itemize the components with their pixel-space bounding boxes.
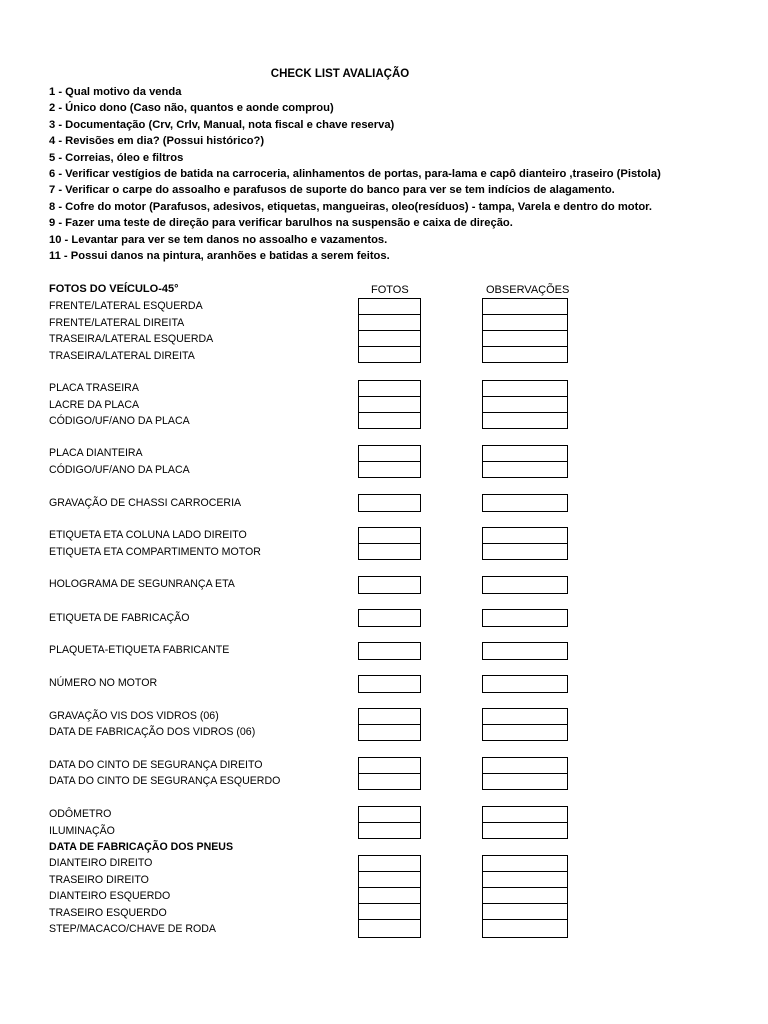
question-7: 7 - Verificar o carpe do assoalho e parafusos de suporte do banco para ver se tem indícios de alagamento.	[49, 184, 615, 196]
item-label: PLACA DIANTEIRA	[49, 447, 143, 459]
item-label: ODÔMETRO	[49, 808, 112, 820]
fotos-field[interactable]	[358, 903, 421, 920]
observacoes-field[interactable]	[482, 461, 568, 478]
fotos-field[interactable]	[358, 609, 421, 627]
observacoes-field[interactable]	[482, 298, 568, 315]
item-label: ILUMINAÇÃO	[49, 825, 115, 837]
observacoes-field[interactable]	[482, 576, 568, 594]
item-label: GRAVAÇÃO DE CHASSI CARROCERIA	[49, 497, 242, 509]
fotos-field[interactable]	[358, 675, 421, 693]
item-label: TRASEIRA/LATERAL ESQUERDA	[49, 333, 214, 345]
item-label: LACRE DA PLACA	[49, 399, 140, 411]
item-label: DATA DE FABRICAÇÃO DOS VIDROS (06)	[49, 726, 256, 738]
question-6: 6 - Verificar vestígios de batida na carroceria, alinhamentos de portas, para-lama e capô dianteiro ,traseiro (Pistola)	[49, 168, 661, 180]
fotos-field[interactable]	[358, 871, 421, 888]
question-3: 3 - Documentação (Crv, Crlv, Manual, nota fiscal e chave reserva)	[49, 119, 395, 131]
observacoes-field[interactable]	[482, 642, 568, 660]
observacoes-field[interactable]	[482, 330, 568, 347]
fotos-field[interactable]	[358, 314, 421, 331]
page-title: CHECK LIST AVALIAÇÃO	[270, 68, 410, 80]
fotos-field[interactable]	[358, 822, 421, 839]
question-9: 9 - Fazer uma teste de direção para verificar barulhos na suspensão e caixa de direção.	[49, 217, 513, 229]
observacoes-field[interactable]	[482, 724, 568, 741]
item-label: CÓDIGO/UF/ANO DA PLACA	[49, 464, 190, 476]
observacoes-field[interactable]	[482, 871, 568, 888]
fotos-field[interactable]	[358, 396, 421, 413]
observacoes-field[interactable]	[482, 773, 568, 790]
item-label: HOLOGRAMA DE SEGUNRANÇA ETA	[49, 578, 235, 590]
observacoes-field[interactable]	[482, 757, 568, 774]
fotos-field[interactable]	[358, 576, 421, 594]
observacoes-field[interactable]	[482, 412, 568, 429]
item-label: DIANTEIRO DIREITO	[49, 857, 153, 869]
item-label: DIANTEIRO ESQUERDO	[49, 890, 171, 902]
fotos-field[interactable]	[358, 330, 421, 347]
item-label-tires-header: DATA DE FABRICAÇÃO DOS PNEUS	[49, 841, 234, 853]
fotos-field[interactable]	[358, 919, 421, 938]
observacoes-field[interactable]	[482, 903, 568, 920]
item-label: FRENTE/LATERAL ESQUERDA	[49, 300, 203, 312]
fotos-field[interactable]	[358, 445, 421, 462]
observacoes-field[interactable]	[482, 346, 568, 363]
question-8: 8 - Cofre do motor (Parafusos, adesivos, etiquetas, mangueiras, oleo(resíduos) - tampa, Varela e dentro do motor.	[49, 201, 653, 213]
observacoes-field[interactable]	[482, 445, 568, 462]
fotos-field[interactable]	[358, 298, 421, 315]
fotos-field[interactable]	[358, 806, 421, 823]
observacoes-field[interactable]	[482, 675, 568, 693]
item-label: ETIQUETA ETA COMPARTIMENTO MOTOR	[49, 546, 261, 558]
fotos-field[interactable]	[358, 527, 421, 544]
item-label: TRASEIRO DIREITO	[49, 874, 149, 886]
fotos-field[interactable]	[358, 494, 421, 512]
fotos-field[interactable]	[358, 724, 421, 741]
item-label: PLACA TRASEIRA	[49, 382, 139, 394]
fotos-field[interactable]	[358, 346, 421, 363]
question-2: 2 - Único dono (Caso não, quantos e aonde comprou)	[49, 102, 334, 114]
question-4: 4 - Revisões em dia? (Possui histórico?)	[49, 135, 265, 147]
item-label: DATA DO CINTO DE SEGURANÇA DIREITO	[49, 759, 263, 771]
observacoes-field[interactable]	[482, 396, 568, 413]
observacoes-field[interactable]	[482, 919, 568, 938]
observacoes-field[interactable]	[482, 855, 568, 872]
item-label: FRENTE/LATERAL DIREITA	[49, 317, 185, 329]
item-label: TRASEIRA/LATERAL DIREITA	[49, 350, 195, 362]
question-10: 10 - Levantar para ver se tem danos no assoalho e vazamentos.	[49, 234, 388, 246]
observacoes-field[interactable]	[482, 887, 568, 904]
observacoes-field[interactable]	[482, 822, 568, 839]
fotos-field[interactable]	[358, 642, 421, 660]
observacoes-field[interactable]	[482, 380, 568, 397]
fotos-field[interactable]	[358, 773, 421, 790]
column-header-observacoes: OBSERVAÇÕES	[486, 284, 570, 296]
item-label: NÚMERO NO MOTOR	[49, 677, 158, 689]
fotos-field[interactable]	[358, 543, 421, 560]
fotos-field[interactable]	[358, 412, 421, 429]
item-label: ETIQUETA ETA COLUNA LADO DIREITO	[49, 529, 247, 541]
item-label: CÓDIGO/UF/ANO DA PLACA	[49, 415, 190, 427]
fotos-field[interactable]	[358, 855, 421, 872]
fotos-field[interactable]	[358, 380, 421, 397]
observacoes-field[interactable]	[482, 708, 568, 725]
item-label: ETIQUETA DE FABRICAÇÃO	[49, 612, 190, 624]
item-label: TRASEIRO ESQUERDO	[49, 907, 167, 919]
observacoes-field[interactable]	[482, 806, 568, 823]
section-title: FOTOS DO VEÍCULO-45°	[49, 283, 179, 295]
observacoes-field[interactable]	[482, 527, 568, 544]
item-label: GRAVAÇÃO VIS DOS VIDROS (06)	[49, 710, 219, 722]
question-1: 1 - Qual motivo da venda	[49, 86, 182, 98]
fotos-field[interactable]	[358, 757, 421, 774]
observacoes-field[interactable]	[482, 314, 568, 331]
observacoes-field[interactable]	[482, 494, 568, 512]
observacoes-field[interactable]	[482, 543, 568, 560]
observacoes-field[interactable]	[482, 609, 568, 627]
column-header-fotos: FOTOS	[371, 284, 409, 296]
fotos-field[interactable]	[358, 708, 421, 725]
question-11: 11 - Possui danos na pintura, aranhões e batidas a serem feitos.	[49, 250, 390, 262]
item-label: STEP/MACACO/CHAVE DE RODA	[49, 923, 216, 935]
item-label: DATA DO CINTO DE SEGURANÇA ESQUERDO	[49, 775, 281, 787]
question-5: 5 - Correias, óleo e filtros	[49, 152, 184, 164]
item-label: PLAQUETA-ETIQUETA FABRICANTE	[49, 644, 230, 656]
fotos-field[interactable]	[358, 461, 421, 478]
fotos-field[interactable]	[358, 887, 421, 904]
